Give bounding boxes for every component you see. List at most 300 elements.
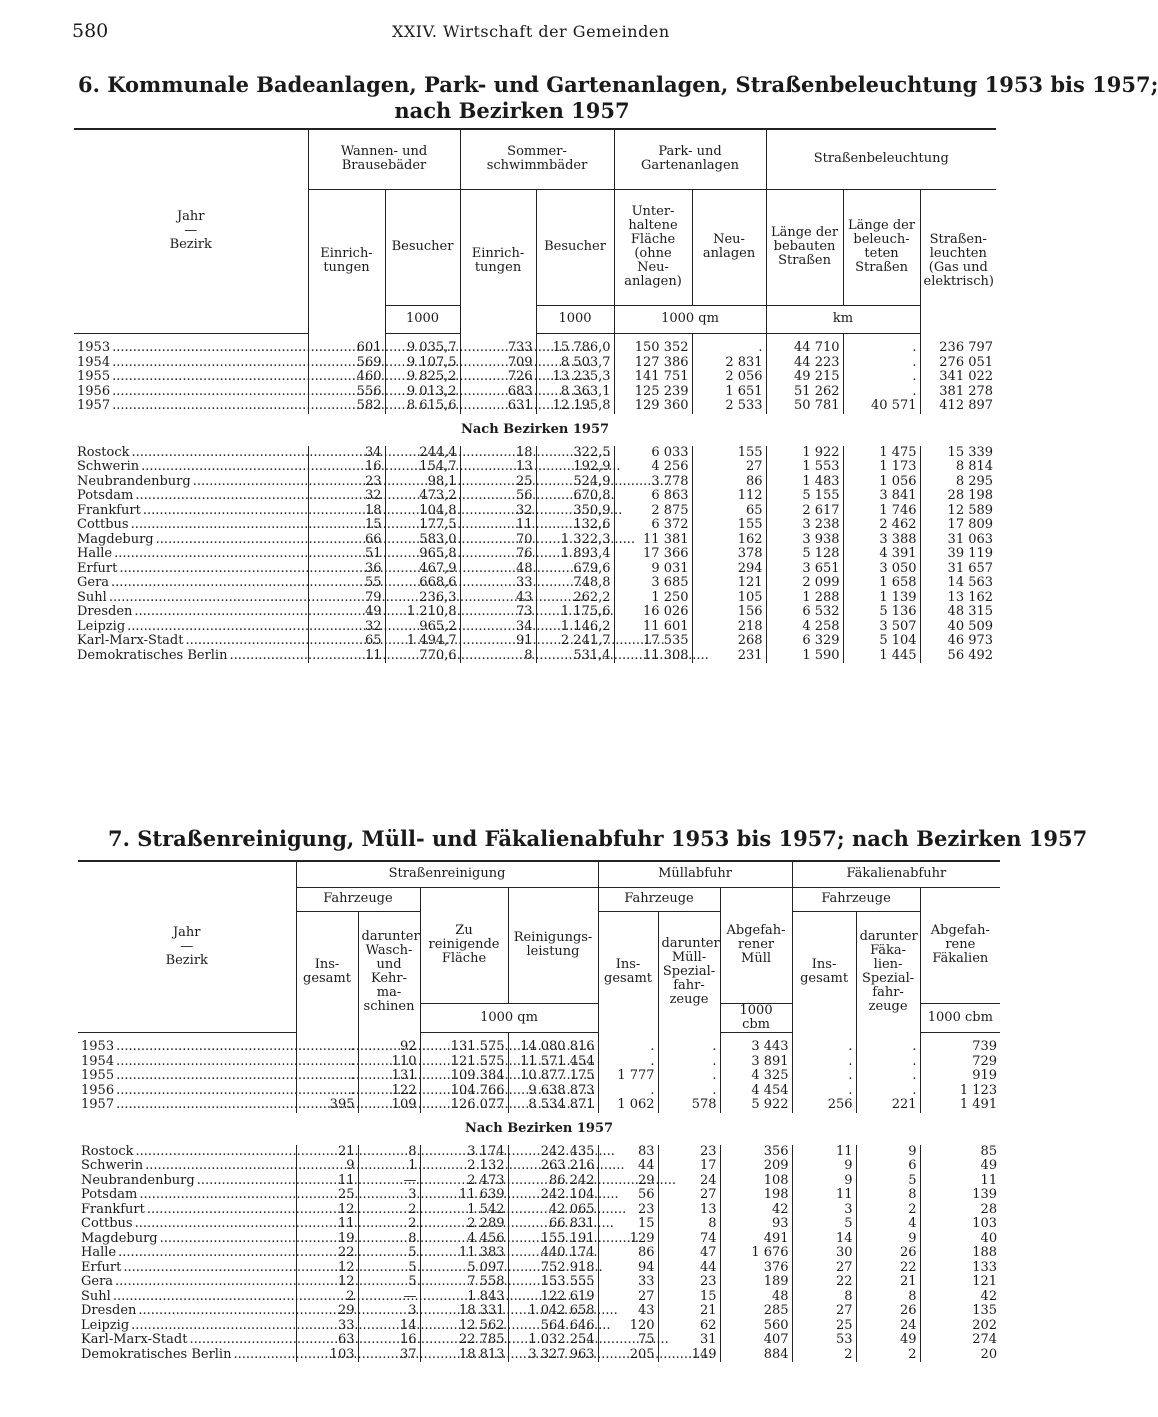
cell-value: 108 xyxy=(720,1174,792,1189)
row-label xyxy=(78,1055,296,1070)
col-insgesamt-2: Ins- gesamt xyxy=(598,911,658,1032)
cell-value: 262,2 xyxy=(536,591,614,606)
cell-value: . xyxy=(843,356,920,371)
cell-value: 48 xyxy=(720,1290,792,1305)
cell-value: 29 xyxy=(598,1174,658,1189)
cell-value: 5 155 xyxy=(766,489,843,504)
table-row xyxy=(74,399,996,414)
cell-value: 5 xyxy=(358,1261,420,1276)
cell-value: 13 235,3 xyxy=(536,370,614,385)
col-abgefahrener-muell: Abgefah- rener Müll xyxy=(720,887,792,1003)
table6-section xyxy=(74,414,996,446)
cell-value: 9 xyxy=(792,1174,856,1189)
cell-value: 43 xyxy=(460,591,536,606)
cell-value: 17 809 xyxy=(920,518,996,533)
cell-value: 3 174 xyxy=(420,1145,508,1160)
cell-value: 120 xyxy=(598,1319,658,1334)
cell-value: 56 xyxy=(598,1188,658,1203)
cell-value: 17 xyxy=(658,1159,720,1174)
col-insgesamt-3: Ins- gesamt xyxy=(792,911,856,1032)
leader-dots xyxy=(187,1333,668,1347)
cell-value: 27 xyxy=(658,1188,720,1203)
group-park: Park- und Gartenanlagen xyxy=(614,129,766,189)
row-label xyxy=(78,1319,296,1334)
cell-value: 13 xyxy=(658,1203,720,1218)
table6-header xyxy=(74,129,996,341)
fahrzeuge-muell: Fahrzeuge xyxy=(598,887,720,911)
cell-value: 3 xyxy=(358,1188,420,1203)
row-label xyxy=(74,547,308,562)
cell-value: 12 195,8 xyxy=(536,399,614,414)
cell-value: 601 xyxy=(308,341,385,356)
cell-value: 63 xyxy=(296,1333,358,1348)
unit-flaeche: 1000 qm xyxy=(420,1003,598,1032)
cell-value: 91 xyxy=(460,634,536,649)
leader-dots xyxy=(114,1098,595,1112)
cell-value: 30 xyxy=(792,1246,856,1261)
row-label-text: Erfurt xyxy=(77,560,118,576)
cell-value: 378 xyxy=(692,547,766,562)
unit-besucher-2: 1000 xyxy=(536,305,614,333)
table-row xyxy=(74,649,996,664)
table-row xyxy=(74,356,996,371)
group-faekalienabfuhr: Fäkalienabfuhr xyxy=(792,861,1000,887)
cell-value: 44 710 xyxy=(766,341,843,356)
cell-value: 202 xyxy=(920,1319,1000,1334)
cell-value: 49 xyxy=(308,605,385,620)
cell-value: 14 563 xyxy=(920,576,996,591)
cell-value: 36 xyxy=(308,562,385,577)
cell-value: 2 831 xyxy=(692,356,766,371)
cell-value: 126 077 xyxy=(420,1098,508,1113)
running-head xyxy=(72,20,1002,44)
table-row xyxy=(78,1174,1000,1189)
cell-value: 11 381 xyxy=(614,533,692,548)
group-sommer: Sommer- schwimmbäder xyxy=(460,129,614,189)
cell-value: . xyxy=(658,1040,720,1055)
cell-value: 46 973 xyxy=(920,634,996,649)
cell-value: 569 xyxy=(308,356,385,371)
cell-value: 9 013,2 xyxy=(385,385,460,400)
table7-stub-header xyxy=(78,861,296,1032)
cell-value: 29 xyxy=(296,1304,358,1319)
cell-value: 1 658 xyxy=(843,576,920,591)
cell-value: 683 xyxy=(460,385,536,400)
cell-value: 50 781 xyxy=(766,399,843,414)
table-row xyxy=(74,634,996,649)
row-label xyxy=(78,1261,296,1276)
cell-value: 56 xyxy=(460,489,536,504)
cell-value: 65 xyxy=(308,634,385,649)
cell-value: 56 492 xyxy=(920,649,996,664)
cell-value: 62 xyxy=(658,1319,720,1334)
cell-value: 5 922 xyxy=(720,1098,792,1113)
table-row xyxy=(78,1203,1000,1218)
cell-value: 3 388 xyxy=(843,533,920,548)
cell-value: 524,9 xyxy=(536,475,614,490)
row-label-text: Suhl xyxy=(81,1288,111,1304)
row-label-text: 1956 xyxy=(81,1082,115,1098)
group-strassenreinigung: Straßenreinigung xyxy=(296,861,598,887)
cell-value: 2 xyxy=(792,1348,856,1363)
table-row xyxy=(74,562,996,577)
row-label-text: Frankfurt xyxy=(77,502,141,518)
table-row xyxy=(74,605,996,620)
cell-value: 274 xyxy=(920,1333,1000,1348)
row-label-text: 1957 xyxy=(77,398,111,414)
row-label-text: Frankfurt xyxy=(81,1201,145,1217)
cell-value: 221 xyxy=(856,1098,920,1113)
cell-value: 25 xyxy=(792,1319,856,1334)
row-label xyxy=(74,649,308,664)
cell-value: 733 xyxy=(460,341,536,356)
cell-value: . xyxy=(598,1040,658,1055)
cell-value: 44 xyxy=(658,1261,720,1276)
cell-value: 294 xyxy=(692,562,766,577)
cell-value: 6 372 xyxy=(614,518,692,533)
cell-value: 28 xyxy=(920,1203,1000,1218)
cell-value: 156 xyxy=(692,605,766,620)
cell-value: 122 619 xyxy=(508,1290,598,1305)
cell-value: 33 xyxy=(598,1275,658,1290)
table6-title-line2: nach Bezirken 1957 xyxy=(394,98,630,123)
cell-value: 51 xyxy=(308,547,385,562)
row-label-text: 1956 xyxy=(77,383,111,399)
cell-value: 14 xyxy=(792,1232,856,1247)
cell-value: 154,7 xyxy=(385,460,460,475)
cell-value: 150 352 xyxy=(614,341,692,356)
cell-value: 2 875 xyxy=(614,504,692,519)
row-label-text: Potsdam xyxy=(77,488,134,504)
unit-besucher-1: 1000 xyxy=(385,305,460,333)
cell-value: 1 210,8 xyxy=(385,605,460,620)
cell-value: 8 295 xyxy=(920,475,996,490)
table-row xyxy=(78,1261,1000,1276)
cell-value: . xyxy=(792,1040,856,1055)
cell-value: 155 xyxy=(692,446,766,461)
cell-value: 268 xyxy=(692,634,766,649)
table-row xyxy=(78,1069,1000,1084)
cell-value: 103 xyxy=(296,1348,358,1363)
cell-value: 192,9 xyxy=(536,460,614,475)
cell-value: 33 xyxy=(460,576,536,591)
cell-value: 5 xyxy=(792,1217,856,1232)
cell-value: 1 250 xyxy=(614,591,692,606)
cell-value: 2 473 xyxy=(420,1174,508,1189)
cell-value: 129 xyxy=(598,1232,658,1247)
cell-value: 8 xyxy=(358,1232,420,1247)
cell-value: 73 xyxy=(460,605,536,620)
cell-value: 3 891 xyxy=(720,1055,792,1070)
cell-value: 49 xyxy=(920,1159,1000,1174)
cell-value: 66 xyxy=(308,533,385,548)
cell-value: 127 386 xyxy=(614,356,692,371)
cell-value: 121 575 xyxy=(420,1055,508,1070)
table7-header xyxy=(78,861,1000,1040)
cell-value: 341 022 xyxy=(920,370,996,385)
row-label xyxy=(74,489,308,504)
row-label xyxy=(74,385,308,400)
row-label-text: Cottbus xyxy=(81,1216,133,1232)
cell-value: 25 xyxy=(460,475,536,490)
table-row xyxy=(74,576,996,591)
cell-value: 1 491 xyxy=(920,1098,1000,1113)
cell-value: 1 146,2 xyxy=(536,620,614,635)
cell-value: 1 042 658 xyxy=(508,1304,598,1319)
cell-value: 709 xyxy=(460,356,536,371)
cell-value: 560 xyxy=(720,1319,792,1334)
row-label xyxy=(78,1333,296,1348)
cell-value: 919 xyxy=(920,1069,1000,1084)
cell-value: 1 062 xyxy=(598,1098,658,1113)
row-label-text: Demokratisches Berlin xyxy=(81,1346,232,1362)
table7 xyxy=(78,860,1000,1362)
running-title: XXIV. Wirtschaft der Gemeinden xyxy=(392,22,670,41)
cell-value: 631 xyxy=(460,399,536,414)
table-row xyxy=(78,1217,1000,1232)
col-flaeche: Unter- haltene Fläche (ohne Neu- anlagen) xyxy=(614,189,692,305)
table-row xyxy=(78,1098,1000,1113)
cell-value: 11 571 454 xyxy=(508,1055,598,1070)
cell-value: 39 119 xyxy=(920,547,996,562)
cell-value: 2 056 xyxy=(692,370,766,385)
row-label xyxy=(74,533,308,548)
table-row xyxy=(74,341,996,356)
row-label-text: Dresden xyxy=(81,1303,137,1319)
cell-value: 8 534 871 xyxy=(508,1098,598,1113)
cell-value: 5 128 xyxy=(766,547,843,562)
cell-value: 6 xyxy=(856,1159,920,1174)
cell-value: 884 xyxy=(720,1348,792,1363)
cell-value: 14 xyxy=(358,1319,420,1334)
cell-value: 48 xyxy=(460,562,536,577)
cell-value: 460 xyxy=(308,370,385,385)
cell-value: 11 xyxy=(308,649,385,664)
cell-value: 11 xyxy=(792,1188,856,1203)
row-label xyxy=(74,399,308,414)
cell-value: 9 638 873 xyxy=(508,1084,598,1099)
table6-stub-header xyxy=(74,129,308,333)
cell-value: 11 xyxy=(792,1145,856,1160)
cell-value: 27 xyxy=(598,1290,658,1305)
cell-value: 40 509 xyxy=(920,620,996,635)
cell-value: 256 xyxy=(792,1098,856,1113)
col-neuanlagen: Neu- anlagen xyxy=(692,189,766,305)
row-label xyxy=(74,620,308,635)
cell-value: 9 xyxy=(296,1159,358,1174)
cell-value: 93 xyxy=(720,1217,792,1232)
col-faekal-spezial: darunter Fäka- lien- Spezial- fahr- zeuge xyxy=(856,911,920,1032)
cell-value: 44 223 xyxy=(766,356,843,371)
cell-value: 21 xyxy=(658,1304,720,1319)
table-row xyxy=(78,1246,1000,1261)
cell-value: 285 xyxy=(720,1304,792,1319)
cell-value: 770,6 xyxy=(385,649,460,664)
cell-value: 34 xyxy=(460,620,536,635)
table-row xyxy=(78,1290,1000,1305)
row-label-text: Halle xyxy=(81,1245,117,1261)
cell-value: 17 535 xyxy=(614,634,692,649)
cell-value: 37 xyxy=(358,1348,420,1363)
cell-value: 7 558 xyxy=(420,1275,508,1290)
row-label-text: 1954 xyxy=(81,1053,115,1069)
cell-value: 1 590 xyxy=(766,649,843,664)
table-row xyxy=(78,1040,1000,1055)
fahrzeuge-faekal: Fahrzeuge xyxy=(792,887,920,911)
cell-value: — xyxy=(358,1174,420,1189)
cell-value: 43 xyxy=(598,1304,658,1319)
cell-value: 578 xyxy=(658,1098,720,1113)
row-label-text: Karl-Marx-Stadt xyxy=(81,1332,188,1348)
cell-value: 3 651 xyxy=(766,562,843,577)
cell-value: 242 104 xyxy=(508,1188,598,1203)
cell-value: 263 216 xyxy=(508,1159,598,1174)
cell-value: 5 097 xyxy=(420,1261,508,1276)
cell-value: 22 xyxy=(856,1261,920,1276)
cell-value: 22 xyxy=(296,1246,358,1261)
table-row xyxy=(74,504,996,519)
cell-value: 8 xyxy=(856,1290,920,1305)
cell-value: 18 xyxy=(308,504,385,519)
cell-value: 9 xyxy=(856,1145,920,1160)
cell-value: 42 065 xyxy=(508,1203,598,1218)
cell-value: 32 xyxy=(308,489,385,504)
row-label xyxy=(74,576,308,591)
cell-value: 3 778 xyxy=(614,475,692,490)
cell-value: 23 xyxy=(598,1203,658,1218)
table-row xyxy=(74,620,996,635)
table-row xyxy=(78,1304,1000,1319)
cell-value: 27 xyxy=(792,1261,856,1276)
row-label-text: 1957 xyxy=(81,1097,115,1113)
cell-value: . xyxy=(792,1084,856,1099)
row-label xyxy=(78,1290,296,1305)
cell-value: 132,6 xyxy=(536,518,614,533)
cell-value: 3 xyxy=(358,1304,420,1319)
cell-value: 3 238 xyxy=(766,518,843,533)
leader-dots xyxy=(116,1246,597,1260)
cell-value: 205 xyxy=(598,1348,658,1363)
cell-value: . xyxy=(843,385,920,400)
row-label-text: Magdeburg xyxy=(81,1230,158,1246)
row-label xyxy=(74,562,308,577)
cell-value: 27 xyxy=(692,460,766,475)
cell-value: 1 173 xyxy=(843,460,920,475)
cell-value: 3 938 xyxy=(766,533,843,548)
cell-value: 9 035,7 xyxy=(385,341,460,356)
cell-value: 153 555 xyxy=(508,1275,598,1290)
cell-value: 110 xyxy=(358,1055,420,1070)
table-row xyxy=(74,446,996,461)
row-label-text: Neubrandenburg xyxy=(77,473,191,489)
row-label xyxy=(74,460,308,475)
col-muell-spezial: darunter Müll- Spezial- fahr- zeuge xyxy=(658,911,720,1032)
cell-value: 1 676 xyxy=(720,1246,792,1261)
cell-value: 21 xyxy=(296,1145,358,1160)
row-label xyxy=(74,605,308,620)
cell-value: 18 331 xyxy=(420,1304,508,1319)
stub-bezirk: Bezirk xyxy=(169,237,212,253)
table7-title: 7. Straßenreinigung, Müll- und Fäkalienabfuhr 1953 bis 1957; nach Bezirken 1957 xyxy=(108,826,1088,851)
group-strasse: Straßenbeleuchtung xyxy=(766,129,996,189)
cell-value: 70 xyxy=(460,533,536,548)
section-label: Nach Bezirken 1957 xyxy=(460,421,610,437)
cell-value: 670,8 xyxy=(536,489,614,504)
cell-value: 2 xyxy=(856,1348,920,1363)
cell-value: 729 xyxy=(920,1055,1000,1070)
cell-value: 31 063 xyxy=(920,533,996,548)
row-label-text: 1954 xyxy=(77,354,111,370)
cell-value: 11 601 xyxy=(614,620,692,635)
section-label: Nach Bezirken 1957 xyxy=(465,1120,614,1136)
leader-dots xyxy=(195,1174,676,1188)
cell-value: 104 766 xyxy=(420,1084,508,1099)
col-einrichtungen-1: Einrich- tungen xyxy=(308,189,385,333)
cell-value: 12 562 xyxy=(420,1319,508,1334)
cell-value: 48 315 xyxy=(920,605,996,620)
cell-value: 133 xyxy=(920,1261,1000,1276)
cell-value: 103 xyxy=(920,1217,1000,1232)
cell-value: 53 xyxy=(792,1333,856,1348)
row-label xyxy=(74,634,308,649)
cell-value: 24 xyxy=(856,1319,920,1334)
cell-value: 668,6 xyxy=(385,576,460,591)
cell-value: 11 xyxy=(296,1217,358,1232)
cell-value: 1 475 xyxy=(843,446,920,461)
cell-value: 94 xyxy=(598,1261,658,1276)
cell-value: 75 xyxy=(598,1333,658,1348)
cell-value: 467,9 xyxy=(385,562,460,577)
row-label xyxy=(74,446,308,461)
group-wannen: Wannen- und Brausebäder xyxy=(308,129,460,189)
table-row xyxy=(78,1055,1000,1070)
cell-value: 1 032 254 xyxy=(508,1333,598,1348)
cell-value: 33 xyxy=(296,1319,358,1334)
cell-value: 40 571 xyxy=(843,399,920,414)
cell-value: 2 099 xyxy=(766,576,843,591)
table-row xyxy=(78,1159,1000,1174)
cell-value: 47 xyxy=(658,1246,720,1261)
cell-value: 236 797 xyxy=(920,341,996,356)
cell-value: . xyxy=(692,341,766,356)
table-row xyxy=(74,533,996,548)
stub-bezirk: Bezirk xyxy=(165,952,208,968)
cell-value: 20 xyxy=(920,1348,1000,1363)
cell-value: 965,2 xyxy=(385,620,460,635)
row-label-text: 1955 xyxy=(81,1068,115,1084)
unit-strasse: km xyxy=(766,305,920,333)
table7-section xyxy=(78,1113,1000,1145)
cell-value: 42 xyxy=(720,1203,792,1218)
unit-muell: 1000 cbm xyxy=(720,1003,792,1032)
col-laenge-bebaut: Länge der bebauten Straßen xyxy=(766,189,843,305)
cell-value: 236,3 xyxy=(385,591,460,606)
cell-value: 1 494,7 xyxy=(385,634,460,649)
col-strassenleuchten: Straßen- leuchten (Gas und elektrisch) xyxy=(920,189,996,333)
cell-value: 129 360 xyxy=(614,399,692,414)
col-wasch-kehr: darunter Wasch- und Kehr- ma- schinen xyxy=(358,911,420,1032)
cell-value: 2 xyxy=(856,1203,920,1218)
cell-value: 31 657 xyxy=(920,562,996,577)
cell-value: 188 xyxy=(920,1246,1000,1261)
cell-value: 3 841 xyxy=(843,489,920,504)
cell-value: 473,2 xyxy=(385,489,460,504)
cell-value: 2 241,7 xyxy=(536,634,614,649)
cell-value: 8 xyxy=(792,1290,856,1305)
row-label xyxy=(78,1217,296,1232)
cell-value: 491 xyxy=(720,1232,792,1247)
row-label xyxy=(78,1159,296,1174)
